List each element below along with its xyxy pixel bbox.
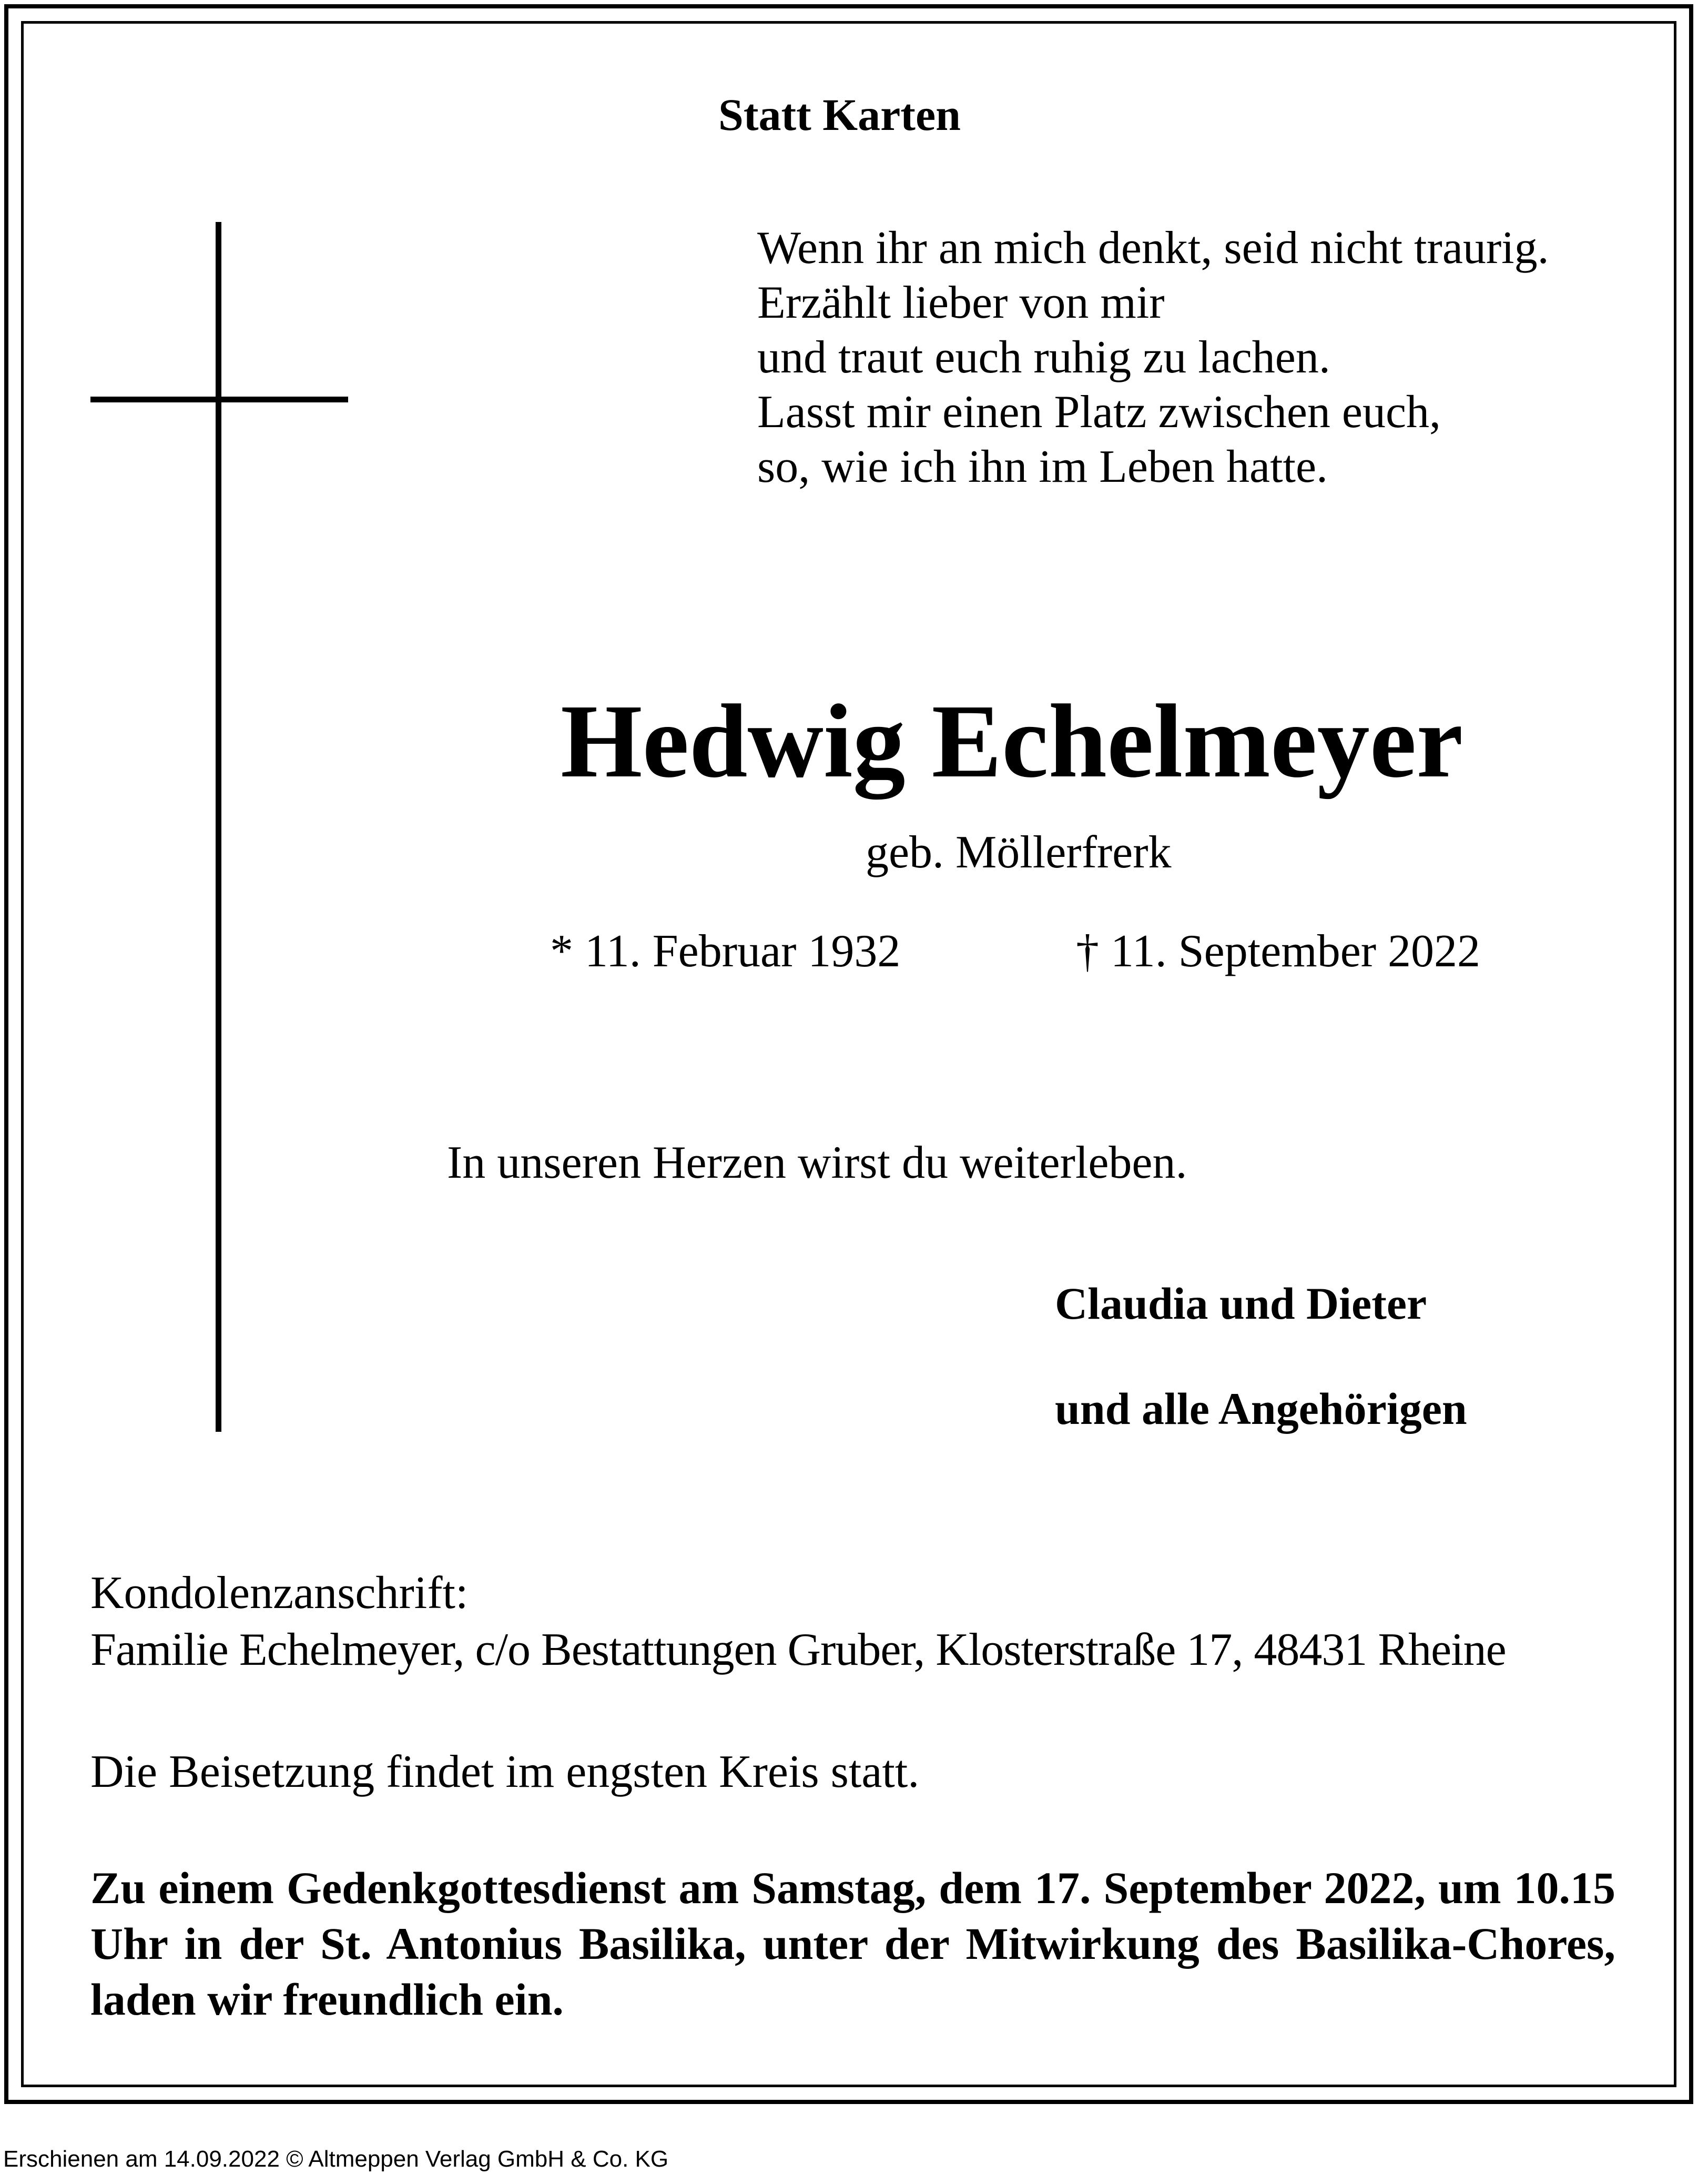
- relatives: und alle Angehörigen: [1055, 1383, 1467, 1434]
- service-note: Zu einem Gedenkgottesdienst am Samstag, dem 17. September 2022, um 10.15 Uhr in der St. Antonius Basilika, unter der Mitwirkung des Basilika-Chores, laden wir freundlich ein.: [90, 1863, 1615, 2025]
- poem-line: und traut euch ruhig zu lachen.: [757, 332, 1330, 383]
- footer-credit: Erschienen am 14.09.2022 © Altmeppen Verlag GmbH & Co. KG: [3, 2146, 669, 2172]
- address-value: Familie Echelmeyer, c/o Bestattungen Gruber, Klosterstraße 17, 48431 Rheine: [90, 1624, 1506, 1675]
- mourners: Claudia und Dieter: [1055, 1278, 1427, 1329]
- cross-icon-horizontal: [90, 397, 348, 402]
- birth-date: * 11. Februar 1932: [550, 926, 901, 977]
- poem: [757, 221, 1549, 494]
- poem-line: Lasst mir einen Platz zwischen euch,: [757, 387, 1441, 438]
- burial-note: Die Beisetzung findet im engsten Kreis statt.: [90, 1746, 920, 1797]
- death-date: † 11. September 2022: [1076, 926, 1481, 977]
- deceased-name: Hedwig Echelmeyer: [561, 683, 1463, 800]
- notice-header: Statt Karten: [718, 89, 961, 140]
- poem-line: Erzählt lieber von mir: [757, 277, 1165, 328]
- poem-line: so, wie ich ihn im Leben hatte.: [757, 441, 1328, 492]
- poem-line: Wenn ihr an mich denkt, seid nicht traurig.: [757, 223, 1549, 274]
- address-label: Kondolenzanschrift:: [90, 1568, 469, 1619]
- maiden-name: geb. Möllerfrerk: [866, 827, 1172, 878]
- motto: In unseren Herzen wirst du weiterleben.: [447, 1137, 1187, 1188]
- cross-icon-vertical: [216, 222, 221, 1432]
